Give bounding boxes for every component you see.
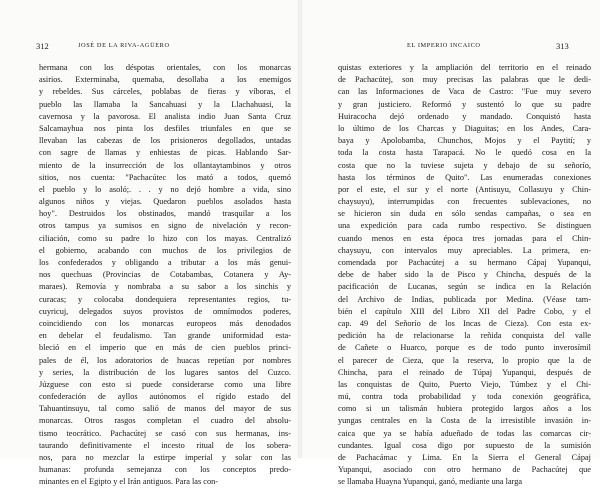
left-page	[0, 0, 298, 487]
text-line: sitios, nos cuenta: "Pachacútec los mató a todos, quemó	[39, 172, 291, 182]
text-line: can las Informaciones de Vaca de Castro: "Fue muy severo	[338, 87, 591, 97]
text-line: Yupanqui, asociado con otro hermano de Pachacútej que	[338, 465, 591, 475]
right-page	[302, 0, 600, 487]
text-line: de Cañete o Huarco, porque es de todo punto inverosímil	[338, 343, 591, 353]
text-line: coincidiendo con los monarcas europeos más denodados	[39, 318, 291, 328]
text-line: otros tampus ya sumisos en signo de nivelación y recon-	[39, 221, 291, 231]
text-line: cuyricuj, delegados suyos provistos de omnímodos poderes,	[39, 306, 291, 316]
text-line: baya y Apolobamba, Chunchos, Mojos y el Paytití; y	[338, 136, 591, 146]
text-line: hasta los términos de Quito". Las enumeradas conexiones	[338, 172, 591, 182]
text-line: las conquistas de Quito, Puerto Viejo, Túmbez y el Chi-	[338, 379, 591, 389]
text-line: nos quechuas (Provincias de Cotabambas, Cotanera y Ay-	[39, 270, 291, 280]
page-number-right: 313	[556, 41, 569, 51]
page-number-left: 312	[36, 41, 49, 51]
text-line: yungas centrales en la Costa de la irresistible invasión in-	[338, 416, 591, 426]
running-head-right: EL IMPERIO INCAICO	[407, 42, 481, 49]
text-line: pedición ha de relacionarse la reñida conquista del valle	[338, 331, 591, 341]
text-line: asirios. Exterminaba, quemaba, desollaba a los enemigos	[39, 75, 291, 85]
text-line: pacificación de Lucanas, según se indica en la Relación	[338, 282, 591, 292]
text-line: debe de haber sido la de Pisco y Chincha, después de la	[338, 270, 591, 280]
text-line: Chincha, para el reinado de Túpaj Yupanqui, después de	[338, 367, 591, 377]
text-line: el parecer de Cieza, que la reserva, lo propio que la de	[338, 355, 591, 365]
text-line: como si un talismán hubiera protegido largos años a los	[338, 404, 591, 414]
text-line: por el este, el sur y el norte (Antisuyu, Collasuyu y Chin-	[338, 184, 591, 194]
text-line: miento de la insurrección de los ollantaytambinos y otros	[39, 160, 291, 170]
text-line: minantes en el Egipto y el Irán antiguos. Para las con-	[39, 477, 219, 487]
text-line: Tahuantinsuyu, tal como salió de manos del mayor de sus	[39, 404, 291, 414]
text-line: pueblo las llamaba la Sancahuasi y la Llachahuasi, la	[39, 99, 291, 109]
text-line: Huiracocha dejó ordenado y mandado. Conquistó hasta	[338, 111, 591, 121]
text-line: maraes). Removía y nombraba a su sabor a los sinchis y	[39, 282, 291, 292]
text-line: quistas exteriores y la ampliación del territorio en el reinado	[338, 63, 591, 72]
text-line: taurando definitivamente el incesto ritual de los sobera-	[39, 440, 291, 450]
text-line: y rebeldes. Sus cárceles, poblabas de fieras y víboras, el	[39, 87, 291, 97]
text-line: el pueblo y lo asoló;. . . y no dejó hombre a vida, sino	[39, 184, 291, 194]
text-line: de Pachacámac y Lima. En la Sierra el General Cápaj	[338, 453, 591, 462]
text-line: bién el capítulo XIII del Libro XII del Padre Cobo, y el	[338, 306, 591, 316]
text-line: toda la costa hasta Tarapacá. No le quedó cosa en la	[338, 148, 591, 158]
text-line: ciliación, como su padre lo hizo con los mayas. Centralizó	[39, 233, 291, 243]
body-text-right	[338, 62, 591, 489]
text-line: comendada por Pachacútej a su hermano Cápaj Yupanqui,	[338, 258, 591, 267]
text-line: pales de él, los adoratorios de huacas repetían por nombres	[39, 355, 291, 365]
text-line: en debelar el feudalismo. Tan grande uniformidad esta-	[39, 331, 291, 341]
text-line: mú, contra toda probabilidad y toda conexión geográfica,	[338, 392, 591, 402]
text-line: humanas: profunda semejanza con los conceptos predo-	[39, 465, 291, 475]
text-line: chaysuyu, con intervalos muy apreciables. La primera, en-	[338, 245, 591, 255]
text-line: con sagre de llamas y enhiestas de picas. Hablando Sar-	[39, 148, 291, 158]
text-line: se hicieron sin duda en sólo sendas campañas, o sea en	[338, 209, 591, 219]
text-line: lo último de los Charcas y Diaguitas; en los Andes, Cara-	[338, 123, 591, 133]
text-line: una expedición para cada rumbo respectivo. Se distinguen	[338, 221, 591, 231]
text-line: de Pachacútej, son muy precisas las palabras que le dedi-	[338, 75, 591, 85]
text-line: confederación de ayllos autónomos el rígido estado del	[39, 392, 291, 402]
text-line: del Archivo de Indias, publicada por Medina. (Véase tam-	[338, 294, 591, 304]
text-line: hermana con los déspotas orientales, con los monarcas	[39, 63, 291, 72]
text-line: cundantes. Igual cosa digo por supuesto de la sumisión	[338, 440, 591, 450]
body-text-left	[39, 62, 291, 489]
text-line: se llamaba Huayna Yupanqui, ganó, mediante una larga	[338, 477, 523, 487]
text-line: Júzguese con esto si puede considerarse como una libre	[39, 379, 291, 389]
text-line: algunos niños y viejas. Quedaron pueblos asolados hasta	[39, 197, 291, 207]
text-line: cavernosa y la pavorosa. El analista indio Juan Santa Cruz	[39, 111, 291, 121]
text-line: monarcas. Otros rasgos completan el cuadro del absolu-	[39, 416, 291, 426]
text-line: Salcamayhua nos pinta los desfiles triunfales en que se	[39, 123, 291, 133]
running-head-left: JOSÉ DE LA RIVA-AGÜERO	[78, 42, 170, 49]
text-line: cuando menos en esta época tres jornadas para el Chin-	[338, 233, 591, 243]
text-line: llevaban las cabezas de los prisioneros degollados, untadas	[39, 136, 291, 146]
text-line: costa que no la tuviese sujeta y debajo de su señorío,	[338, 160, 591, 170]
text-line: el gobierno, acabando con muchos de los privilegios de	[39, 245, 291, 255]
text-line: y gran justiciero. Reformó y sustentó lo que su padre	[338, 99, 591, 109]
text-line: nos, para no mezclar la estirpe imperial y solar con las	[39, 453, 291, 462]
text-line: los confederados y obligando a tributar a los más genui-	[39, 258, 291, 267]
text-line: hoy". Destruidos los obstinados, mandó trasquilar a los	[39, 209, 291, 219]
text-line: cap. 49 del Señorío de los Incas de Cieza). Con esta ex-	[338, 318, 591, 328]
text-line: tismo teocrático. Pachacútej se casó con sus hermanas, ins-	[39, 428, 291, 438]
text-line: chaysuyu), interrumpidas con frecuentes sublevaciones, no	[338, 197, 591, 207]
text-line: caica que ya se había adueñado de todas las comarcas cir-	[338, 428, 591, 438]
text-line: y series, la distribución de los lugares santos del Cuzco.	[39, 367, 291, 377]
text-line: curacas; y colocaba dondequiera representantes regios, tu-	[39, 294, 291, 304]
text-line: bleció en el imperio que en más de cien pueblos princi-	[39, 343, 291, 353]
